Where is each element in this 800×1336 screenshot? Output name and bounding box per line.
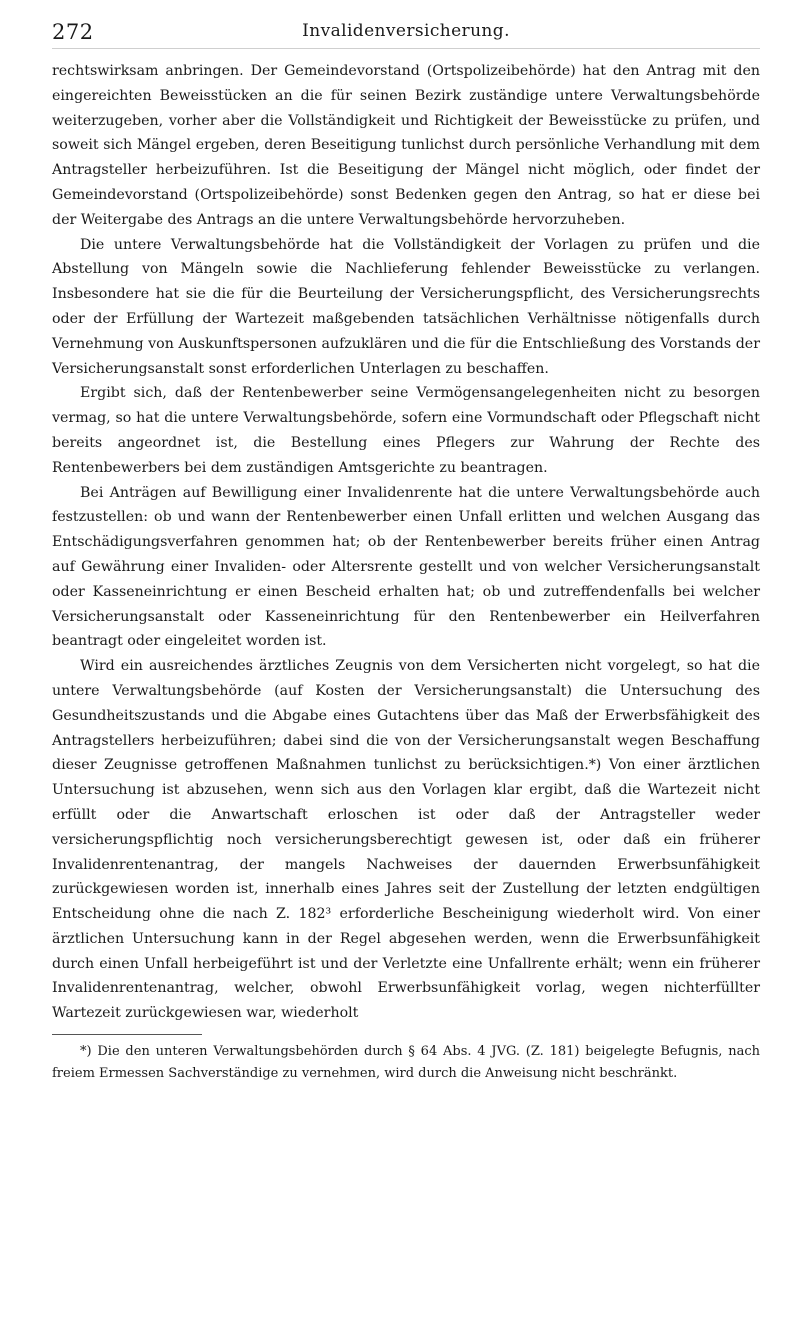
paragraph: Bei Anträgen auf Bewilligung einer Invalidenrente hat die untere Verwaltungsbehörde auch festzustellen: ob und wann der Rentenbewerber einen Unfall erlitten und welchen Ausgang das Entschädigungsverfahren genommen hat; ob der Rentenbewerber bereits früher einen Antrag auf Gewährung einer Invaliden- oder Altersrente gestellt und von welcher Versicherungsanstalt oder Kasseneinrichtung er einen Bescheid erhalten hat; ob und zutreffendenfalls bei welcher Versicherungsanstalt oder Kasseneinrichtung für den Rentenbewerber ein Heilverfahren beantragt oder eingeleitet worden ist. bbox=[52, 484, 760, 650]
running-title: Invalidenversicherung. bbox=[302, 21, 510, 41]
page-number: 272 bbox=[52, 20, 94, 44]
page-header bbox=[52, 14, 760, 49]
paragraph: Ergibt sich, daß der Rentenbewerber seine Vermögensangelegenheiten nicht zu besorgen vermag, so hat die untere Verwaltungsbehörde, sofern eine Vormundschaft oder Pflegschaft nicht bereits angeordnet ist, die Bestellung eines Pflegers zur Wahrung der Rechte des Rentenbewerbers bei dem zuständigen Amtsgerichte zu beantragen. bbox=[52, 385, 760, 476]
paragraph: rechtswirksam anbringen. Der Gemeindevorstand (Ortspolizeibehörde) hat den Antrag mit den eingereichten Beweisstücken an die für seinen Bezirk zuständige untere Verwaltungsbehörde weiterzugeben, vorher aber die Vollständigkeit und Richtigkeit der Beweisstücke zu prüfen, und soweit sich Mängel ergeben, deren Beseitigung tunlichst durch persönliche Verhandlung mit dem Antragsteller herbeizuführen. Ist die Beseitigung der Mängel nicht möglich, oder findet der Gemeindevorstand (Ortspolizeibehörde) sonst Bedenken gegen den Antrag, so hat er diese bei der Weitergabe des Antrags an die untere Verwaltungsbehörde hervorzuheben. bbox=[52, 63, 760, 228]
paragraph: Wird ein ausreichendes ärztliches Zeugnis von dem Versicherten nicht vorgelegt, so hat die untere Verwaltungsbehörde (auf Kosten der Versicherungsanstalt) die Untersuchung des Gesundheitszustands und die Abgabe eines Gutachtens über das Maß der Erwerbsfähigkeit des Antragstellers herbeizuführen; dabei sind die von der Versicherungsanstalt wegen Beschaffung dieser Zeugnisse getroffenen Maßnahmen tunlichst zu berücksichtigen.*) Von einer ärztlichen Untersuchung ist abzusehen, wenn sich aus den Vorlagen klar ergibt, daß die Wartezeit nicht erfüllt oder die Anwartschaft erloschen ist oder daß der Antragsteller weder versicherungspflichtig noch versicherungsberechtigt gewesen ist, oder daß ein früherer Invalidenrentenantrag, der mangels Nachweises der dauernden Erwerbsunfähigkeit zurückgewiesen worden ist, innerhalb eines Jahres seit der Zustellung der letzten endgültigen Entscheidung ohne die nach Z. 182³ erforderliche Bescheinigung wiederholt wird. Von einer ärztlichen Untersuchung kann in der Regel abgesehen werden, wenn die Erwerbsunfähigkeit durch einen Unfall herbeigeführt ist und der Verletzte eine Unfallrente erhält; wenn ein früherer Invalidenrentenantrag, welcher, obwohl Erwerbsunfähigkeit vorlag, wegen nichterfüllter Wartezeit zurückgewiesen war, wiederholt bbox=[52, 658, 760, 1022]
footnote: *) Die den unteren Verwaltungsbehörden durch § 64 Abs. 4 JVG. (Z. 181) beigelegte Befugnis, nach freiem Ermessen Sachverständige zu vernehmen, wird durch die Anweisung nicht beschränkt. bbox=[52, 1044, 760, 1082]
paragraph: Die untere Verwaltungsbehörde hat die Vollständigkeit der Vorlagen zu prüfen und die Abstellung von Mängeln sowie die Nachlieferung fehlender Beweisstücke zu verlangen. Insbesondere hat sie die für die Beurteilung der Versicherungspflicht, des Versicherungsrechts oder der Erfüllung der Wartezeit maßgebenden tatsächlichen Verhältnisse nötigenfalls durch Vernehmung von Auskunftspersonen aufzuklären und die für die Entschließung des Vorstands der Versicherungsanstalt sonst erforderlichen Unterlagen zu beschaffen. bbox=[52, 236, 760, 377]
footnote-separator bbox=[52, 1034, 202, 1035]
body-text bbox=[52, 59, 760, 1026]
